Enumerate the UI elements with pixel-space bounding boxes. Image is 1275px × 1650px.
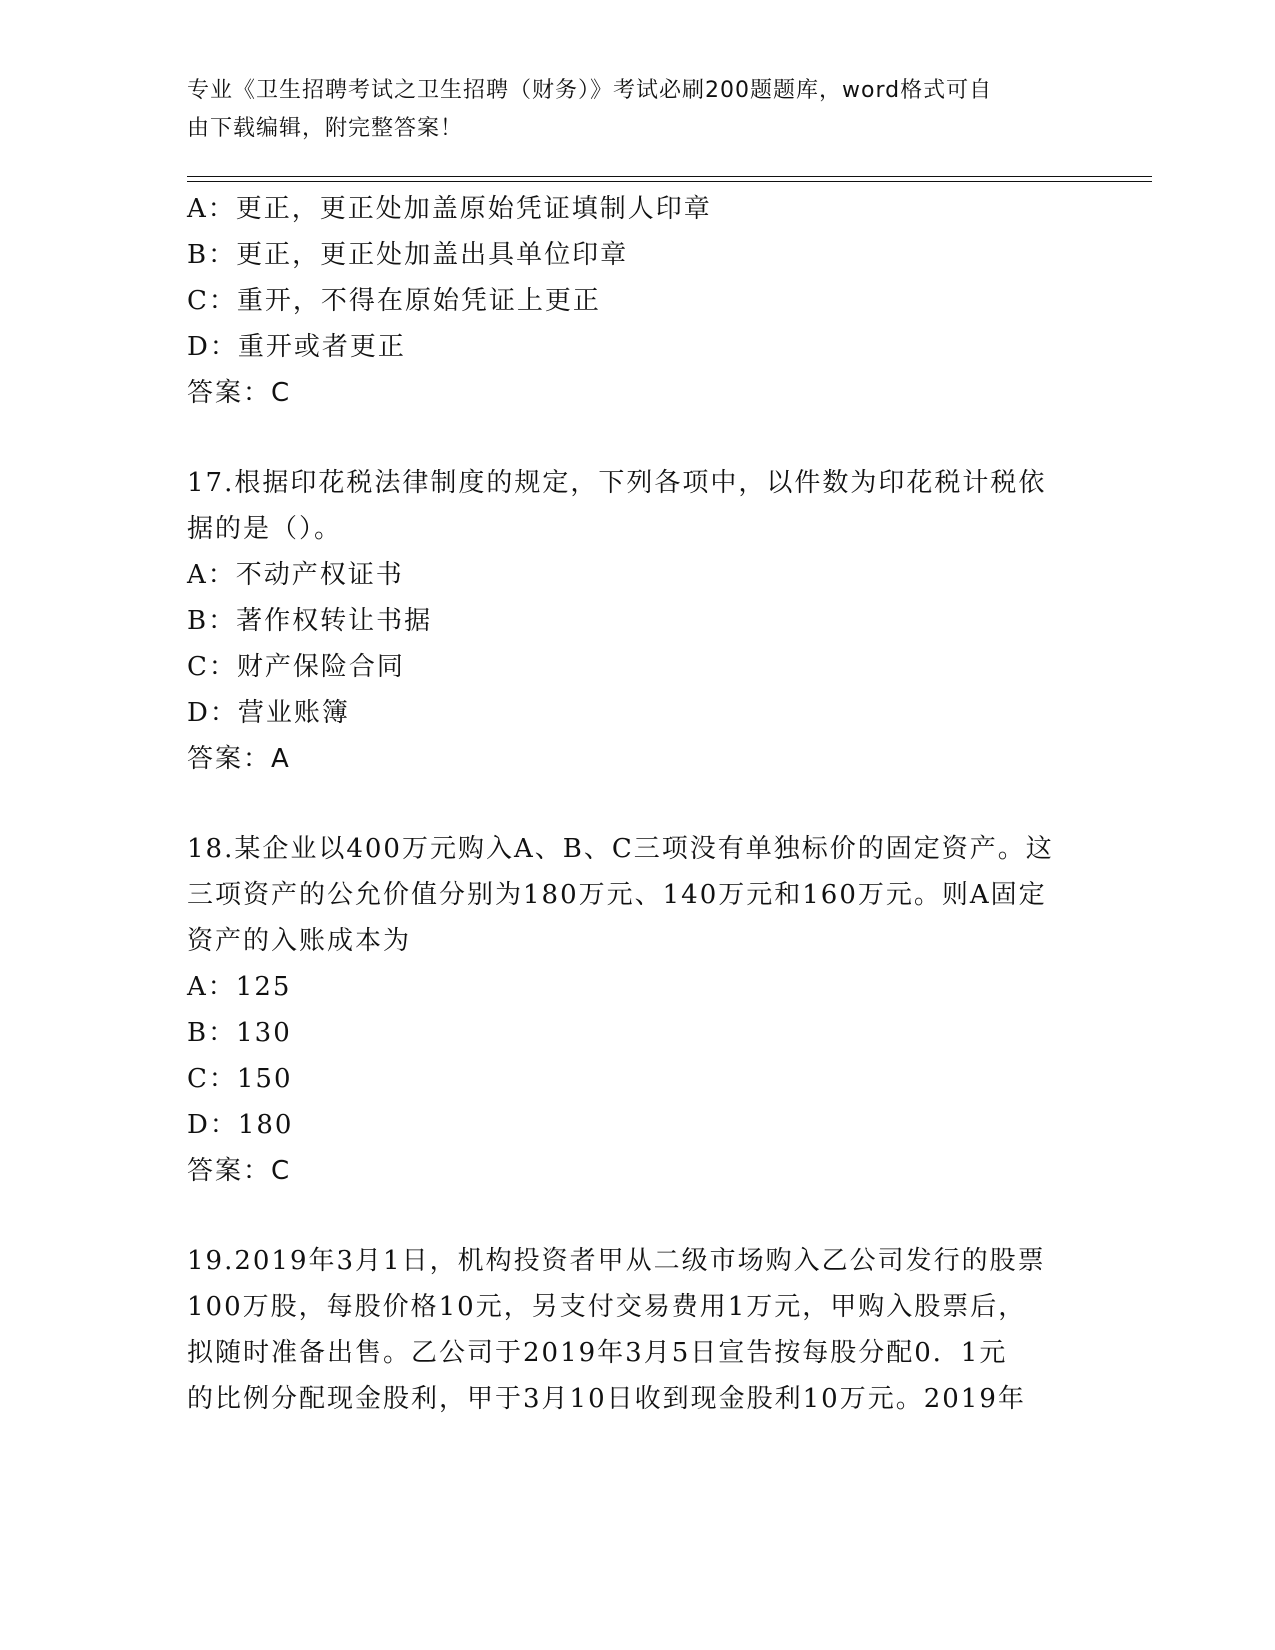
question-19 (187, 1238, 1087, 1422)
spacer (187, 782, 1087, 826)
option-c: C：财产保险合同 (187, 652, 405, 682)
option-c: C：重开，不得在原始凭证上更正 (187, 286, 601, 316)
header-divider-top (187, 176, 1152, 177)
header-line-2: 由下载编辑，附完整答案！ (187, 116, 464, 141)
option-d: D：180 (187, 1110, 294, 1140)
document-header (187, 72, 1067, 148)
spacer (187, 416, 1087, 460)
question-stem: 19.2019年3月1日，机构投资者甲从二级市场购入乙公司发行的股票 (187, 1246, 1046, 1276)
question-stem: 18.某企业以400万元购入A、B、C三项没有单独标价的固定资产。这 (187, 834, 1054, 864)
question-stem: 的比例分配现金股利，甲于3月10日收到现金股利10万元。2019年 (187, 1384, 1026, 1414)
option-a: A：更正，更正处加盖原始凭证填制人印章 (187, 194, 712, 224)
option-b: B：著作权转让书据 (187, 606, 433, 636)
question-stem: 17.根据印花税法律制度的规定，下列各项中，以件数为印花税计税依 (187, 468, 1047, 498)
option-c: C：150 (187, 1064, 293, 1094)
header-divider-bottom (187, 181, 1152, 182)
option-a: A：125 (187, 972, 292, 1002)
option-b: B：130 (187, 1018, 292, 1048)
question-17 (187, 460, 1087, 782)
spacer (187, 1194, 1087, 1238)
question-stem: 据的是（）。 (187, 514, 343, 544)
answer: 答案：C (187, 1156, 292, 1186)
answer: 答案：C (187, 378, 292, 408)
question-16 (187, 186, 1087, 416)
question-stem: 拟随时准备出售。乙公司于2019年3月5日宣告按每股分配0．1元 (187, 1338, 1008, 1368)
answer: 答案：A (187, 744, 291, 774)
question-stem: 资产的入账成本为 (187, 926, 412, 956)
option-d: D：营业账簿 (187, 698, 350, 728)
option-d: D：重开或者更正 (187, 332, 406, 362)
question-stem: 100万股，每股价格10元，另支付交易费用1万元，甲购入股票后， (187, 1292, 1027, 1322)
option-b: B：更正，更正处加盖出具单位印章 (187, 240, 629, 270)
question-list (187, 186, 1087, 1422)
option-a: A：不动产权证书 (187, 560, 404, 590)
question-18 (187, 826, 1087, 1194)
header-line-1: 专业《卫生招聘考试之卫生招聘（财务）》考试必刷200题题库，word格式可自 (187, 78, 993, 103)
question-stem: 三项资产的公允价值分别为180万元、140万元和160万元。则A固定 (187, 880, 1047, 910)
